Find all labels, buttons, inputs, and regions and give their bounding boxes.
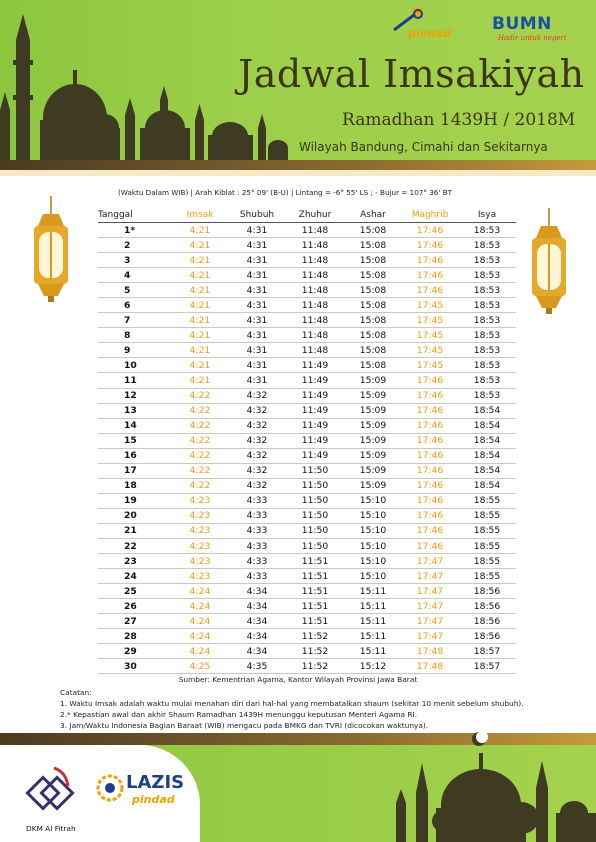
- cell-maghrib: 17:47: [402, 614, 458, 629]
- cell-tanggal: 28: [98, 629, 172, 644]
- table-row: [98, 283, 516, 298]
- cell-isya: 18:53: [458, 298, 516, 313]
- cell-maghrib: 17:46: [402, 223, 458, 238]
- cell-shubuh: 4:31: [228, 358, 286, 373]
- cell-maghrib: 17:47: [402, 569, 458, 584]
- cell-shubuh: 4:31: [228, 223, 286, 238]
- cell-maghrib: 17:45: [402, 313, 458, 328]
- cell-zhuhur: 11:48: [286, 268, 344, 283]
- cell-isya: 18:56: [458, 629, 516, 644]
- col-ashar: Ashar: [344, 208, 402, 223]
- cell-imsak: 4:21: [172, 283, 228, 298]
- cell-imsak: 4:22: [172, 478, 228, 493]
- col-tanggal: Tanggal: [98, 208, 172, 223]
- cell-maghrib: 17:46: [402, 373, 458, 388]
- cell-tanggal: 5: [98, 283, 172, 298]
- cell-imsak: 4:23: [172, 493, 228, 508]
- cell-tanggal: 2: [98, 238, 172, 253]
- cell-isya: 18:54: [458, 463, 516, 478]
- cell-shubuh: 4:31: [228, 328, 286, 343]
- source-note: Sumber: Kementrian Agama, Kantor Wilayah Provinsi Jawa Barat: [178, 675, 418, 684]
- cell-isya: 18:54: [458, 448, 516, 463]
- col-shubuh: Shubuh: [228, 208, 286, 223]
- cell-imsak: 4:21: [172, 238, 228, 253]
- cell-maghrib: 17:46: [402, 418, 458, 433]
- table-row: [98, 569, 516, 584]
- table-row: [98, 523, 516, 538]
- table-row: [98, 403, 516, 418]
- page-title: Jadwal Imsakiyah: [238, 52, 585, 96]
- notes-block: [60, 687, 524, 731]
- cell-ashar: 15:09: [344, 373, 402, 388]
- cell-ashar: 15:09: [344, 418, 402, 433]
- cell-tanggal: 3: [98, 253, 172, 268]
- cell-maghrib: 17:47: [402, 629, 458, 644]
- note-item: 3. Jam/Waktu Indonesia Bagian Baraat (WIB) mengacu pada BMKG dan TVRI (dicocokan waktunya).: [60, 721, 429, 730]
- cell-shubuh: 4:31: [228, 268, 286, 283]
- header-divider: [0, 160, 596, 170]
- cell-maghrib: 17:46: [402, 448, 458, 463]
- cell-tanggal: 16: [98, 448, 172, 463]
- cell-zhuhur: 11:49: [286, 433, 344, 448]
- cell-isya: 18:53: [458, 328, 516, 343]
- cell-zhuhur: 11:48: [286, 328, 344, 343]
- cell-zhuhur: 11:49: [286, 448, 344, 463]
- cell-isya: 18:53: [458, 253, 516, 268]
- cell-shubuh: 4:33: [228, 493, 286, 508]
- cell-shubuh: 4:31: [228, 343, 286, 358]
- cell-zhuhur: 11:52: [286, 629, 344, 644]
- cell-shubuh: 4:31: [228, 298, 286, 313]
- cell-imsak: 4:23: [172, 538, 228, 553]
- cell-tanggal: 22: [98, 538, 172, 553]
- cell-maghrib: 17:48: [402, 644, 458, 659]
- header-divider-light: [0, 170, 596, 176]
- cell-zhuhur: 11:49: [286, 388, 344, 403]
- cell-tanggal: 11: [98, 373, 172, 388]
- lazis-logo-text: LAZIS: [126, 772, 185, 793]
- cell-ashar: 15:10: [344, 554, 402, 569]
- lantern-right-icon: [526, 208, 572, 318]
- cell-isya: 18:56: [458, 584, 516, 599]
- table-row: [98, 313, 516, 328]
- cell-ashar: 15:12: [344, 659, 402, 674]
- cell-isya: 18:56: [458, 614, 516, 629]
- cell-isya: 18:55: [458, 554, 516, 569]
- cell-maghrib: 17:46: [402, 523, 458, 538]
- cell-ashar: 15:08: [344, 313, 402, 328]
- cell-maghrib: 17:46: [402, 478, 458, 493]
- lazis-emblem-icon: [96, 774, 124, 802]
- cell-ashar: 15:08: [344, 298, 402, 313]
- cell-isya: 18:54: [458, 478, 516, 493]
- cell-shubuh: 4:35: [228, 659, 286, 674]
- cell-isya: 18:53: [458, 313, 516, 328]
- table-row: [98, 328, 516, 343]
- cell-tanggal: 12: [98, 388, 172, 403]
- col-imsak: Imsak: [172, 208, 228, 223]
- cell-ashar: 15:10: [344, 569, 402, 584]
- cell-shubuh: 4:32: [228, 403, 286, 418]
- table-row: [98, 373, 516, 388]
- cell-tanggal: 21: [98, 523, 172, 538]
- cell-imsak: 4:24: [172, 629, 228, 644]
- cell-shubuh: 4:32: [228, 433, 286, 448]
- table-row: [98, 343, 516, 358]
- notes-heading: Catatan:: [60, 688, 92, 697]
- cell-maghrib: 17:47: [402, 599, 458, 614]
- cell-shubuh: 4:33: [228, 569, 286, 584]
- cell-imsak: 4:21: [172, 328, 228, 343]
- lazis-logo-subtext: pindad: [132, 793, 175, 806]
- cell-tanggal: 19: [98, 493, 172, 508]
- cell-shubuh: 4:31: [228, 283, 286, 298]
- cell-ashar: 15:08: [344, 358, 402, 373]
- cell-maghrib: 17:45: [402, 343, 458, 358]
- cell-shubuh: 4:33: [228, 538, 286, 553]
- cell-maghrib: 17:46: [402, 538, 458, 553]
- cell-isya: 18:53: [458, 358, 516, 373]
- cell-zhuhur: 11:52: [286, 659, 344, 674]
- cell-isya: 18:54: [458, 403, 516, 418]
- cell-imsak: 4:24: [172, 614, 228, 629]
- cell-maghrib: 17:46: [402, 493, 458, 508]
- cell-shubuh: 4:31: [228, 238, 286, 253]
- cell-shubuh: 4:32: [228, 478, 286, 493]
- cell-ashar: 15:10: [344, 538, 402, 553]
- crescent-moon-icon: [470, 730, 488, 748]
- cell-ashar: 15:08: [344, 343, 402, 358]
- cell-tanggal: 26: [98, 599, 172, 614]
- cell-maghrib: 17:48: [402, 659, 458, 674]
- cell-isya: 18:55: [458, 493, 516, 508]
- cell-zhuhur: 11:52: [286, 644, 344, 659]
- pindad-logo-text: pindad: [408, 27, 451, 40]
- cell-shubuh: 4:32: [228, 463, 286, 478]
- cell-isya: 18:54: [458, 433, 516, 448]
- cell-zhuhur: 11:51: [286, 614, 344, 629]
- cell-tanggal: 6: [98, 298, 172, 313]
- cell-imsak: 4:22: [172, 448, 228, 463]
- cell-zhuhur: 11:49: [286, 373, 344, 388]
- cell-tanggal: 24: [98, 569, 172, 584]
- cell-tanggal: 27: [98, 614, 172, 629]
- cell-imsak: 4:23: [172, 508, 228, 523]
- cell-shubuh: 4:31: [228, 373, 286, 388]
- cell-isya: 18:55: [458, 569, 516, 584]
- cell-zhuhur: 11:51: [286, 584, 344, 599]
- cell-isya: 18:53: [458, 268, 516, 283]
- cell-imsak: 4:21: [172, 358, 228, 373]
- cell-imsak: 4:24: [172, 584, 228, 599]
- cell-imsak: 4:21: [172, 223, 228, 238]
- table-row: [98, 584, 516, 599]
- cell-imsak: 4:23: [172, 569, 228, 584]
- cell-shubuh: 4:33: [228, 508, 286, 523]
- cell-zhuhur: 11:50: [286, 538, 344, 553]
- col-zhuhur: Zhuhur: [286, 208, 344, 223]
- page-subtitle: Ramadhan 1439H / 2018M: [342, 110, 576, 130]
- cell-tanggal: 7: [98, 313, 172, 328]
- cell-zhuhur: 11:50: [286, 493, 344, 508]
- table-row: [98, 463, 516, 478]
- cell-shubuh: 4:31: [228, 253, 286, 268]
- table-row: [98, 448, 516, 463]
- cell-ashar: 15:09: [344, 463, 402, 478]
- info-line: (Waktu Dalam WIB) | Arah Kiblat : 25° 09' (B-U) | Lintang = -6° 55' LS ; - Bujur = 107° 36' BT: [118, 188, 452, 197]
- cell-zhuhur: 11:48: [286, 343, 344, 358]
- cell-isya: 18:53: [458, 223, 516, 238]
- cell-maghrib: 17:46: [402, 388, 458, 403]
- cell-zhuhur: 11:49: [286, 358, 344, 373]
- cell-tanggal: 25: [98, 584, 172, 599]
- cell-ashar: 15:10: [344, 508, 402, 523]
- cell-zhuhur: 11:50: [286, 478, 344, 493]
- cell-maghrib: 17:46: [402, 268, 458, 283]
- bumn-tagline: Hadir untuk negeri: [498, 34, 567, 42]
- cell-tanggal: 9: [98, 343, 172, 358]
- cell-tanggal: 18: [98, 478, 172, 493]
- cell-imsak: 4:23: [172, 523, 228, 538]
- cell-shubuh: 4:33: [228, 554, 286, 569]
- note-item: 2.* Kepastian awal dan akhir Shaum Ramadhan 1439H menunggu keputusan Menteri Agama RI.: [60, 710, 418, 719]
- table-row: [98, 253, 516, 268]
- cell-isya: 18:55: [458, 508, 516, 523]
- cell-zhuhur: 11:48: [286, 223, 344, 238]
- cell-zhuhur: 11:48: [286, 298, 344, 313]
- cell-zhuhur: 11:50: [286, 463, 344, 478]
- cell-imsak: 4:21: [172, 343, 228, 358]
- cell-zhuhur: 11:50: [286, 523, 344, 538]
- lazis-logo: [96, 772, 206, 812]
- cell-isya: 18:54: [458, 418, 516, 433]
- cell-zhuhur: 11:51: [286, 569, 344, 584]
- cell-isya: 18:53: [458, 373, 516, 388]
- cell-maghrib: 17:47: [402, 584, 458, 599]
- cell-shubuh: 4:34: [228, 584, 286, 599]
- cell-shubuh: 4:32: [228, 418, 286, 433]
- cell-ashar: 15:11: [344, 599, 402, 614]
- cell-isya: 18:57: [458, 644, 516, 659]
- cell-imsak: 4:22: [172, 463, 228, 478]
- bumn-logo-text: BUMN: [492, 14, 552, 34]
- table-row: [98, 614, 516, 629]
- cell-imsak: 4:25: [172, 659, 228, 674]
- cell-ashar: 15:11: [344, 644, 402, 659]
- cell-imsak: 4:22: [172, 388, 228, 403]
- table-row: [98, 629, 516, 644]
- cell-zhuhur: 11:48: [286, 253, 344, 268]
- cell-tanggal: 20: [98, 508, 172, 523]
- table-row: [98, 508, 516, 523]
- cell-zhuhur: 11:49: [286, 418, 344, 433]
- cell-shubuh: 4:34: [228, 629, 286, 644]
- table-row: [98, 223, 516, 238]
- cell-maghrib: 17:46: [402, 403, 458, 418]
- col-isya: Isya: [458, 208, 516, 223]
- cell-shubuh: 4:32: [228, 448, 286, 463]
- cell-maghrib: 17:46: [402, 238, 458, 253]
- cell-maghrib: 17:45: [402, 298, 458, 313]
- table-row: [98, 358, 516, 373]
- cell-ashar: 15:08: [344, 238, 402, 253]
- cell-zhuhur: 11:51: [286, 554, 344, 569]
- cell-maghrib: 17:46: [402, 253, 458, 268]
- table-row: [98, 388, 516, 403]
- cell-ashar: 15:10: [344, 493, 402, 508]
- bumn-logo: [492, 14, 584, 48]
- cell-imsak: 4:24: [172, 599, 228, 614]
- dkm-label: DKM Al Fitrah: [26, 824, 76, 833]
- cell-maghrib: 17:47: [402, 554, 458, 569]
- cell-ashar: 15:08: [344, 328, 402, 343]
- cell-ashar: 15:09: [344, 433, 402, 448]
- cell-imsak: 4:21: [172, 253, 228, 268]
- cell-shubuh: 4:33: [228, 523, 286, 538]
- cell-zhuhur: 11:50: [286, 508, 344, 523]
- cell-tanggal: 23: [98, 554, 172, 569]
- cell-ashar: 15:10: [344, 523, 402, 538]
- cell-tanggal: 15: [98, 433, 172, 448]
- cell-ashar: 15:09: [344, 388, 402, 403]
- cell-ashar: 15:09: [344, 403, 402, 418]
- cell-ashar: 15:08: [344, 283, 402, 298]
- cell-zhuhur: 11:49: [286, 403, 344, 418]
- cell-maghrib: 17:46: [402, 433, 458, 448]
- cell-ashar: 15:11: [344, 629, 402, 644]
- table-row: [98, 599, 516, 614]
- cell-imsak: 4:21: [172, 268, 228, 283]
- cell-ashar: 15:09: [344, 448, 402, 463]
- table-header-row: [98, 208, 516, 223]
- region-label: Wilayah Bandung, Cimahi dan Sekitarnya: [299, 140, 548, 154]
- cell-isya: 18:56: [458, 599, 516, 614]
- table-row: [98, 478, 516, 493]
- cell-tanggal: 30: [98, 659, 172, 674]
- table-row: [98, 659, 516, 674]
- cell-zhuhur: 11:51: [286, 599, 344, 614]
- cell-shubuh: 4:34: [228, 644, 286, 659]
- imsakiyah-table: [98, 208, 516, 674]
- cell-imsak: 4:21: [172, 313, 228, 328]
- cell-isya: 18:55: [458, 523, 516, 538]
- cell-ashar: 15:11: [344, 584, 402, 599]
- cell-zhuhur: 11:48: [286, 238, 344, 253]
- table-row: [98, 298, 516, 313]
- table-row: [98, 433, 516, 448]
- cell-ashar: 15:08: [344, 223, 402, 238]
- cell-tanggal: 29: [98, 644, 172, 659]
- cell-ashar: 15:08: [344, 253, 402, 268]
- cell-maghrib: 17:46: [402, 463, 458, 478]
- cell-tanggal: 1*: [98, 223, 172, 238]
- cell-maghrib: 17:45: [402, 358, 458, 373]
- cell-shubuh: 4:34: [228, 614, 286, 629]
- cell-zhuhur: 11:48: [286, 283, 344, 298]
- cell-imsak: 4:22: [172, 418, 228, 433]
- cell-tanggal: 8: [98, 328, 172, 343]
- cell-isya: 18:53: [458, 238, 516, 253]
- cell-ashar: 15:11: [344, 614, 402, 629]
- table-row: [98, 538, 516, 553]
- cell-tanggal: 17: [98, 463, 172, 478]
- cell-tanggal: 10: [98, 358, 172, 373]
- cell-ashar: 15:08: [344, 268, 402, 283]
- table-row: [98, 268, 516, 283]
- cell-maghrib: 17:45: [402, 328, 458, 343]
- table-row: [98, 493, 516, 508]
- cell-imsak: 4:22: [172, 403, 228, 418]
- cell-tanggal: 13: [98, 403, 172, 418]
- cell-maghrib: 17:46: [402, 508, 458, 523]
- dkm-al-fitrah-logo-icon: [24, 764, 78, 820]
- cell-zhuhur: 11:48: [286, 313, 344, 328]
- note-item: 1. Waktu Imsak adalah waktu mulai menahan diri dari hal-hal yang membatalkan shaum (sekitar 10 menit sebelum shubuh).: [60, 699, 524, 708]
- cell-tanggal: 4: [98, 268, 172, 283]
- lantern-left-icon: [28, 196, 74, 306]
- table-row: [98, 644, 516, 659]
- cell-ashar: 15:09: [344, 478, 402, 493]
- cell-isya: 18:53: [458, 388, 516, 403]
- cell-isya: 18:57: [458, 659, 516, 674]
- cell-imsak: 4:21: [172, 373, 228, 388]
- cell-imsak: 4:21: [172, 298, 228, 313]
- cell-tanggal: 14: [98, 418, 172, 433]
- cell-imsak: 4:24: [172, 644, 228, 659]
- cell-isya: 18:53: [458, 283, 516, 298]
- cell-imsak: 4:23: [172, 554, 228, 569]
- col-maghrib: Maghrib: [402, 208, 458, 223]
- cell-isya: 18:53: [458, 343, 516, 358]
- table-row: [98, 554, 516, 569]
- cell-shubuh: 4:31: [228, 313, 286, 328]
- table-row: [98, 238, 516, 253]
- cell-isya: 18:55: [458, 538, 516, 553]
- table-row: [98, 418, 516, 433]
- cell-shubuh: 4:32: [228, 388, 286, 403]
- mosque-skyline-footer-icon: [376, 733, 596, 842]
- cell-imsak: 4:22: [172, 433, 228, 448]
- cell-maghrib: 17:46: [402, 283, 458, 298]
- pindad-logo: [390, 6, 480, 44]
- cell-shubuh: 4:34: [228, 599, 286, 614]
